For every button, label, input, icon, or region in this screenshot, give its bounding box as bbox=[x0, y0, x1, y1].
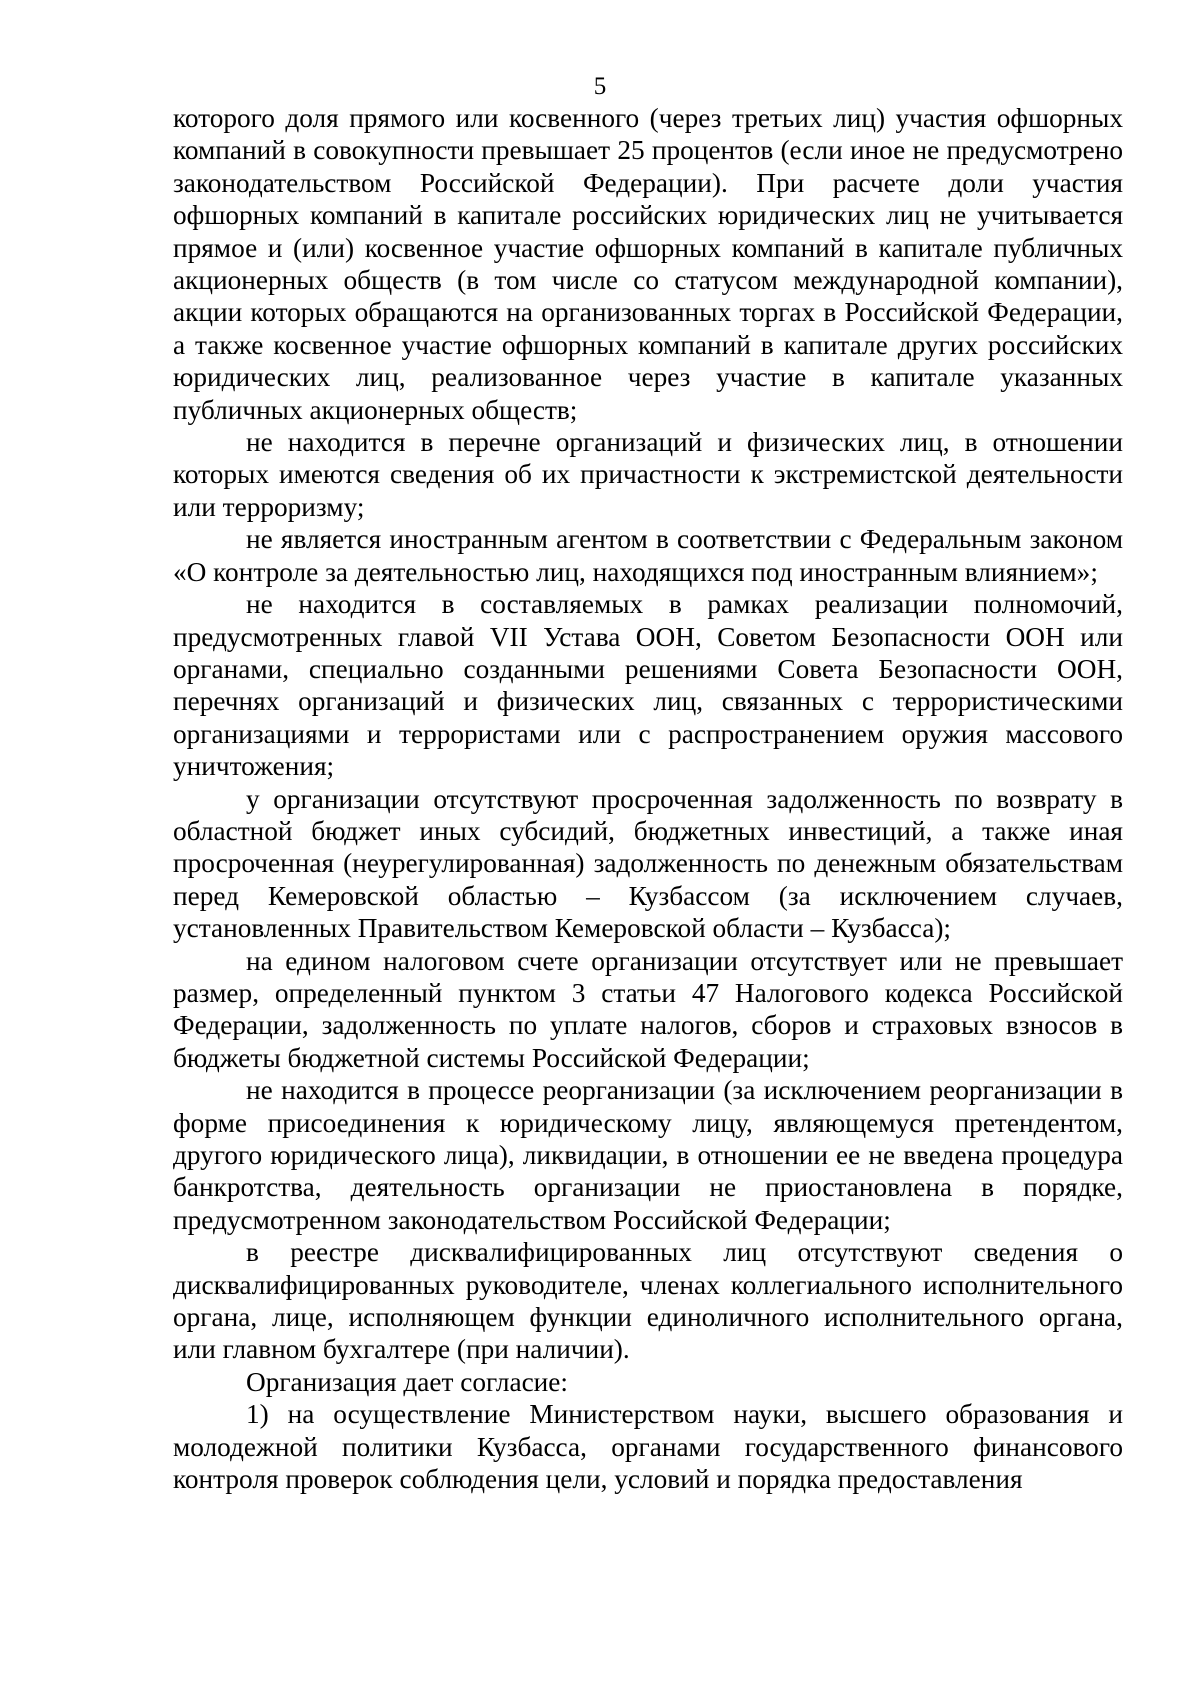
document-body bbox=[173, 102, 1123, 1495]
paragraph-reorganization: не находится в процессе реорганизации (за исключением реорганизации в форме присоединения к юридическому лицу, являющемуся претендентом, другого юридического лица), ликвидации, в отношении ее не введена процедура банкротства, деятельность организации не приостановлена в порядке, предусмотренном законодательством Российской Федерации; bbox=[173, 1075, 1123, 1235]
paragraph-disqualified-persons: в реестре дисквалифицированных лиц отсутствуют сведения о дисквалифицированных руководителе, членах коллегиального исполнительного органа, лице, исполняющем функции единоличного исполнительного органа, или главном бухгалтере (при наличии). bbox=[173, 1237, 1123, 1365]
paragraph-offshore-participation: которого доля прямого или косвенного (через третьих лиц) участия офшорных компаний в совокупности превышает 25 процентов (если иное не предусмотрено законодательством Российской Федерации). При расчете доли участия офшорных компаний в капитале российских юридических лиц не учитывается прямое и (или) косвенное участие офшорных компаний в капитале публичных акционерных обществ (в том числе со статусом международной компании), акции которых обращаются на организованных торгах в Российской Федерации, а также косвенное участие офшорных компаний в капитале других российских юридических лиц, реализованное через участие в капитале указанных публичных акционерных обществ; bbox=[173, 103, 1123, 425]
paragraph-consent-heading: Организация дает согласие: bbox=[246, 1366, 568, 1397]
paragraph-extremism-list: не находится в перечне организаций и физических лиц, в отношении которых имеются сведения об их причастности к экстремистской деятельности или терроризму; bbox=[173, 427, 1123, 522]
page-number: 5 bbox=[593, 73, 607, 100]
paragraph-tax-account: на едином налоговом счете организации отсутствует или не превышает размер, определенный пунктом 3 статьи 47 Налогового кодекса Российской Федерации, задолженность по уплате налогов, сборов и страховых взносов в бюджеты бюджетной системы Российской Федерации; bbox=[173, 945, 1123, 1073]
paragraph-consent-item-1: 1) на осуществление Министерством науки, высшего образования и молодежной политики Кузбасса, органами государственного финансового контроля проверок соблюдения цели, условий и порядка предоставления bbox=[173, 1399, 1123, 1495]
paragraph-foreign-agent: не является иностранным агентом в соответствии с Федеральным законом «О контроле за деятельностью лиц, находящихся под иностранным влиянием»; bbox=[173, 524, 1123, 587]
paragraph-un-sanctions-lists: не находится в составляемых в рамках реализации полномочий, предусмотренных главой VII Устава ООН, Советом Безопасности ООН или органами, специально созданными решениями Совета Безопасности ООН, перечнях организаций и физических лиц, связанных с террористическими организациями и террористами или с распространением оружия массового уничтожения; bbox=[173, 589, 1123, 782]
paragraph-overdue-debt: у организации отсутствуют просроченная задолженность по возврату в областной бюджет иных субсидий, бюджетных инвестиций, а также иная просроченная (неурегулированная) задолженность по денежным обязательствам перед Кемеровской областью – Кузбассом (за исключением случаев, установленных Правительством Кемеровской области – Кузбасса); bbox=[173, 783, 1123, 944]
